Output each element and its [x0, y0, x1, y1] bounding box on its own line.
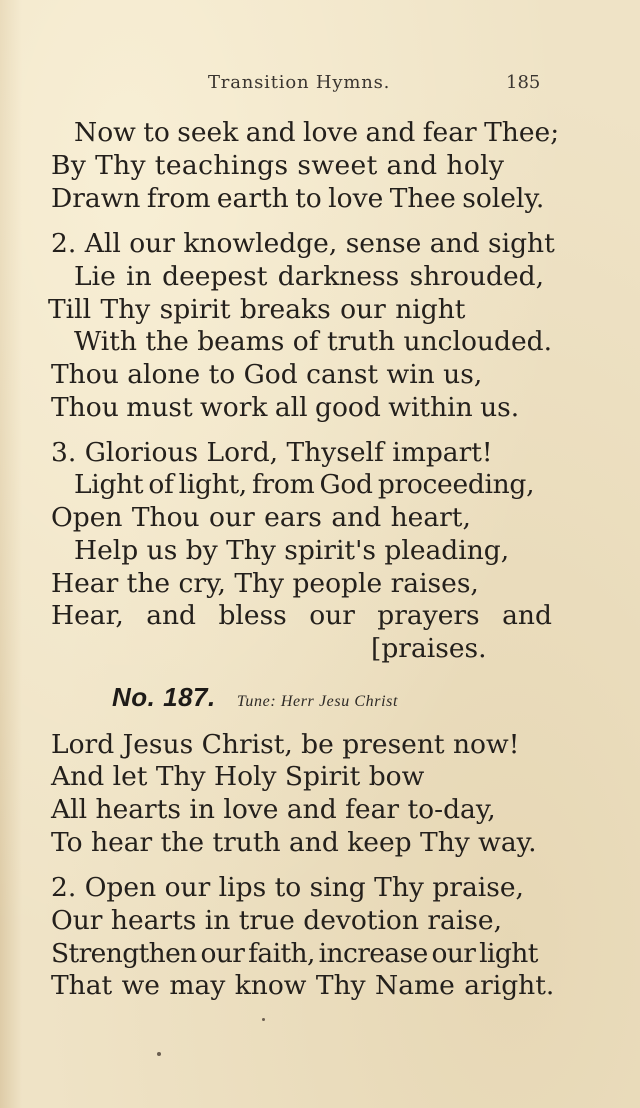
verse-line: Hear, and bless our prayers and [51, 600, 552, 631]
verse-line: Light of light, from God proceeding, [74, 469, 535, 500]
page-number: 185 [506, 72, 541, 93]
verse-line: Our hearts in true devotion raise, [51, 905, 503, 936]
verse-line: Drawn from earth to love Thee solely. [51, 183, 545, 214]
verse-line: By Thy teachings sweet and holy [51, 150, 505, 181]
verse-line: Lie in deepest darkness shrouded, [74, 261, 545, 292]
verse-line: Help us by Thy spirit's pleading, [74, 535, 510, 566]
verse-turnover: [praises. [371, 633, 487, 664]
hymn-number: No. 187. [112, 682, 216, 712]
verse-line: With the beams of truth unclouded. [74, 326, 553, 357]
verse-line-numbered: 2. All our knowledge, sense and sight [51, 228, 555, 259]
verse-line: All hearts in love and fear to-day, [51, 794, 496, 825]
verse-line-first: Lord Jesus Christ, be present now! [51, 729, 520, 760]
verse-line: Thou must work all good within us. [51, 392, 520, 423]
verse-line: That we may know Thy Name aright. [51, 970, 555, 1001]
hymn-tune: Tune: Herr Jesu Christ [236, 693, 399, 710]
verse-line: And let Thy Holy Spirit bow [51, 761, 425, 792]
verse-line-numbered: 2. Open our lips to sing Thy praise, [51, 872, 524, 903]
print-speck [157, 1052, 161, 1056]
running-title: Transition Hymns. [208, 72, 391, 93]
page-header [0, 72, 640, 96]
verse-line-numbered: 3. Glorious Lord, Thyself impart! [51, 437, 493, 468]
verse-line: To hear the truth and keep Thy way. [51, 827, 537, 858]
verse-line: Thou alone to God canst win us, [51, 359, 483, 390]
hymn-heading [112, 682, 398, 722]
verse-line: Open Thou our ears and heart, [51, 502, 471, 533]
verse-line: Hear the cry, Thy people raises, [51, 568, 479, 599]
verse-line: Now to seek and love and fear Thee; [74, 117, 560, 148]
verse-line: Till Thy spirit breaks our night [48, 294, 466, 325]
verse-line: Strengthen our faith, increase our light [51, 938, 538, 969]
print-speck [262, 1018, 265, 1021]
